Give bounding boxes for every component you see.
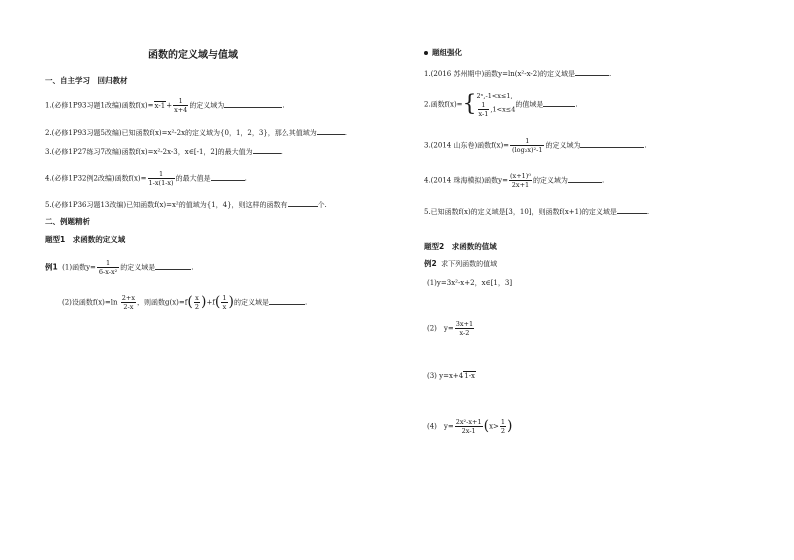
drill-2: 2.函数f(x)={ 2ˣ,-1<x≤1, $\frac{1}{x-1}$ ,1<x≤4 的值域是 . xyxy=(424,91,578,118)
fraction: $\frac{1}{\text{6-x-x²}}$ xyxy=(98,259,118,276)
fraction: $\frac{x}{2}$ xyxy=(194,294,199,311)
fraction: $\frac{3x+1}{x-2}$ xyxy=(455,320,474,337)
example-2-part-2: (2) y= $\frac{3x+1}{x-2}$ xyxy=(427,320,474,337)
answer-blank[interactable] xyxy=(288,199,318,207)
sqrt-expression: 1-x xyxy=(464,372,476,380)
type-2-heading: 题型2 求函数的值域 xyxy=(424,242,497,251)
answer-blank[interactable] xyxy=(568,175,602,183)
drill-4: 4.(2014 珠海模拟)函数y= $\frac{\text{(x+1)⁰}}{2x+1}$ 的定义域为 . xyxy=(424,172,605,189)
fraction: $\frac{1}{x}$ xyxy=(222,294,227,311)
section-self-study: 一、自主学习 回归教材 xyxy=(45,76,128,85)
drill-1: 1.(2016 苏州期中)函数y=ln(x²-x-2)的定义域是 . xyxy=(424,70,612,78)
answer-blank[interactable] xyxy=(224,100,282,108)
fraction: $\frac{\text{(x+1)⁰}}{2x+1}$ xyxy=(510,172,531,189)
fraction: $\frac{1}{x+4}$ xyxy=(174,97,188,114)
piecewise: 2ˣ,-1<x≤1, $\frac{1}{x-1}$ ,1<x≤4 xyxy=(476,92,516,118)
answer-blank[interactable] xyxy=(211,173,245,181)
answer-blank[interactable] xyxy=(575,68,609,76)
fraction: $\frac{\text{2x²-x+1}}{2x-1}$ xyxy=(455,418,482,435)
page-title: 函数的定义域与值域 xyxy=(148,50,238,61)
example-2-part-3: (3) y=x+41-x xyxy=(427,372,476,380)
answer-blank[interactable] xyxy=(617,206,647,214)
sqrt-expression: x-1 xyxy=(154,101,166,110)
fraction: $\frac{1}{1-x(1-x)}$ xyxy=(148,170,174,187)
question-4: 4.(必修1P32例2改编)函数f(x)= $\frac{1}{1-x(1-x)}$ 的最大值是 . xyxy=(45,170,247,187)
answer-blank[interactable] xyxy=(317,127,345,135)
section-drill: 题组强化 xyxy=(424,48,462,57)
answer-blank[interactable] xyxy=(155,262,191,270)
fraction: $\frac{1}{\text{(log₂x)²-1}}$ xyxy=(512,137,543,154)
example-2: 例2 求下列函数的值域 xyxy=(424,259,498,268)
question-1: 1.(必修1P93习题1改编)函数f(x)=x-1+ $\frac{1}{x+4}$ 的定义域为 . xyxy=(45,97,285,114)
example-1b: (2)设函数f(x)=ln $\frac{2+x}{2-x}$ ，则函数g(x)=f( $\frac{x}{2}$ )+f( $\frac{1}{x}$ )的定义域是 . xyxy=(62,294,308,311)
question-2: 2.(必修1P93习题5改编)已知函数f(x)=x²-2x的定义域为{0，1，2，3}，那么其值域为 . xyxy=(45,129,348,137)
example-1a: 例1 (1)函数y= $\frac{1}{\text{6-x-x²}}$ 的定义域是 . xyxy=(45,259,194,276)
drill-3: 3.(2014 山东卷)函数f(x)= $\frac{1}{\text{(log₂x)²-1}}$ 的定义域为 . xyxy=(424,137,647,154)
question-3: 3.(必修1P27练习7改编)函数f(x)=x²-2x-3，x∈[-1，2]的最大值为 . xyxy=(45,148,283,156)
fraction: $\frac{2+x}{2-x}$ xyxy=(121,294,136,311)
section-examples: 二、例题精析 xyxy=(45,217,90,226)
fraction: $\frac{1}{2}$ xyxy=(500,418,506,435)
answer-blank[interactable] xyxy=(543,99,575,107)
drill-5: 5.已知函数f(x)的定义域是[3，10]，则函数f(x+1)的定义域是 . xyxy=(424,208,650,216)
answer-blank[interactable] xyxy=(253,146,281,154)
example-2-part-4: (4) y= $\frac{\text{2x²-x+1}}{2x-1}$ (x> $\frac{1}{2}$ ) xyxy=(427,418,513,435)
question-5: 5.(必修1P36习题13改编)已知函数f(x)=x²的值域为{1，4}，则这样的函数有 个. xyxy=(45,201,327,209)
example-2-part-1: (1)y=3x²-x+2，x∈[1，3] xyxy=(427,279,513,287)
answer-blank[interactable] xyxy=(580,140,644,148)
answer-blank[interactable] xyxy=(269,297,305,305)
bullet-icon xyxy=(424,51,428,55)
type-1-heading: 题型1 求函数的定义域 xyxy=(45,235,126,244)
